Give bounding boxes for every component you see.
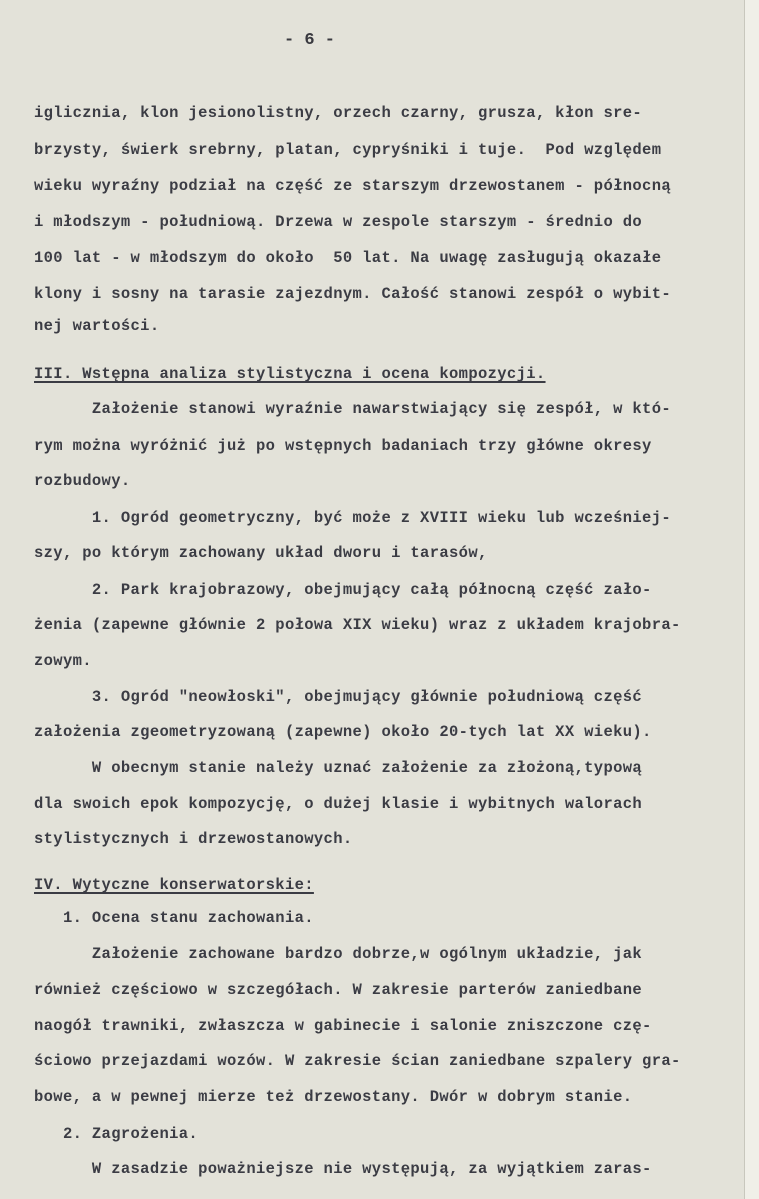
- text-line: klony i sosny na tarasie zajezdnym. Całość stanowi zespół o wybit-: [34, 285, 671, 303]
- page-edge: [744, 0, 759, 1199]
- text-line: 100 lat - w młodszym do około 50 lat. Na uwagę zasługują okazałe: [34, 249, 662, 267]
- text-line: również częściowo w szczegółach. W zakresie parterów zaniedbane: [34, 981, 643, 999]
- text-line: bowe, a w pewnej mierze też drzewostany. Dwór w dobrym stanie.: [34, 1088, 633, 1106]
- text-line: żenia (zapewne głównie 2 połowa XIX wieku) wraz z układem krajobra-: [34, 616, 681, 634]
- text-line: 3. Ogród "neowłoski", obejmujący głównie południową część: [34, 688, 643, 706]
- text-line: Założenie zachowane bardzo dobrze,w ogólnym układzie, jak: [34, 945, 643, 963]
- page-number: - 6 -: [284, 31, 336, 50]
- text-line: rozbudowy.: [34, 472, 131, 490]
- text-line: brzysty, świerk srebrny, platan, cypryśniki i tuje. Pod względem: [34, 141, 662, 159]
- text-line: W zasadzie poważniejsze nie występują, za wyjątkiem zaras-: [34, 1160, 652, 1178]
- text-line: zowym.: [34, 652, 92, 670]
- text-line: założenia zgeometryzowaną (zapewne) około 20-tych lat XX wieku).: [34, 723, 652, 741]
- text-line: W obecnym stanie należy uznać założenie za złożoną,typową: [34, 759, 643, 777]
- section-heading-iv: IV. Wytyczne konserwatorskie:: [34, 876, 314, 894]
- text-line: stylistycznych i drzewostanowych.: [34, 830, 353, 848]
- text-line: naogół trawniki, zwłaszcza w gabinecie i salonie zniszczone czę-: [34, 1017, 652, 1035]
- text-line: wieku wyraźny podział na część ze starszym drzewostanem - północną: [34, 177, 671, 195]
- text-line: nej wartości.: [34, 317, 160, 335]
- section-heading-iii: III. Wstępna analiza stylistyczna i ocena kompozycji.: [34, 365, 546, 383]
- text-line: Założenie stanowi wyraźnie nawarstwiający się zespół, w któ-: [34, 400, 671, 418]
- text-line: i młodszym - południową. Drzewa w zespole starszym - średnio do: [34, 213, 643, 231]
- text-line: 2. Zagrożenia.: [34, 1125, 199, 1143]
- text-line: rym można wyróżnić już po wstępnych badaniach trzy główne okresy: [34, 437, 652, 455]
- text-line: 1. Ogród geometryczny, być może z XVIII wieku lub wcześniej-: [34, 509, 671, 527]
- text-line: iglicznia, klon jesionolistny, orzech czarny, grusza, kłon sre-: [34, 104, 643, 122]
- text-line: szy, po którym zachowany układ dworu i tarasów,: [34, 544, 488, 562]
- text-line: dla swoich epok kompozycję, o dużej klasie i wybitnych walorach: [34, 795, 643, 813]
- text-line: 2. Park krajobrazowy, obejmujący całą północną część zało-: [34, 581, 652, 599]
- text-line: ściowo przejazdami wozów. W zakresie ścian zaniedbane szpalery gra-: [34, 1052, 681, 1070]
- text-line: 1. Ocena stanu zachowania.: [34, 909, 314, 927]
